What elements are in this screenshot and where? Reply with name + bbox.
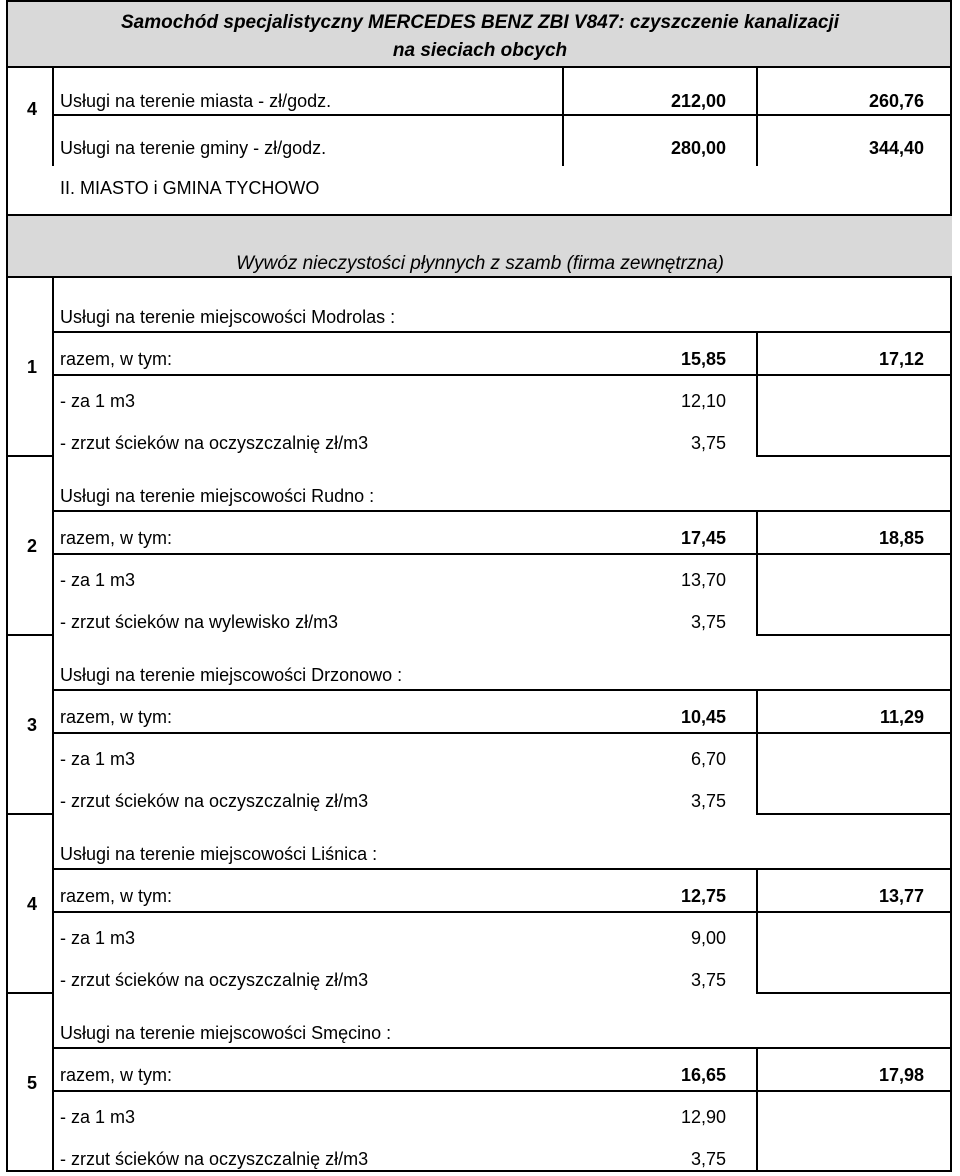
total-net: 12,75 — [680, 886, 726, 906]
city-rate-label: Usługi na terenie miasta - zł/godz. — [60, 91, 332, 111]
grid-line — [52, 911, 952, 913]
grid-line — [756, 634, 952, 636]
dump-value: 3,75 — [690, 433, 726, 453]
grid-line — [52, 66, 54, 166]
grid-line — [756, 813, 952, 815]
per-m3-label: - za 1 m3 — [60, 570, 136, 590]
total-net: 15,85 — [680, 349, 726, 369]
total-net: 10,45 — [680, 707, 726, 727]
grid-line — [52, 868, 952, 870]
grid-line — [756, 510, 758, 634]
grid-line — [562, 66, 564, 166]
grid-line — [950, 276, 952, 1172]
grid-line — [8, 66, 952, 68]
grid-line — [6, 992, 54, 994]
total-label: razem, w tym: — [60, 1065, 173, 1085]
total-gross: 18,85 — [878, 528, 924, 548]
total-gross: 11,29 — [879, 707, 924, 727]
grid-line — [52, 455, 54, 634]
dump-value: 3,75 — [690, 791, 726, 811]
grid-line — [756, 66, 758, 166]
total-gross: 17,12 — [878, 349, 924, 369]
per-m3-label: - za 1 m3 — [60, 928, 136, 948]
grid-line — [52, 732, 952, 734]
grid-line — [756, 455, 952, 457]
grid-line — [52, 689, 952, 691]
grid-line — [756, 868, 758, 992]
group-title: Usługi na terenie miejscowości Liśnica : — [60, 844, 378, 864]
grid-line — [756, 1047, 758, 1171]
grid-line — [52, 553, 952, 555]
total-gross: 13,77 — [878, 886, 924, 906]
grid-line — [52, 992, 54, 1171]
per-m3-value: 12,10 — [680, 391, 726, 411]
grid-line — [6, 455, 54, 457]
total-label: razem, w tym: — [60, 886, 173, 906]
per-m3-value: 9,00 — [690, 928, 726, 948]
grid-line — [8, 214, 952, 216]
grid-line — [52, 1090, 952, 1092]
grid-line — [52, 331, 952, 333]
row-number: 3 — [26, 715, 37, 735]
per-m3-value: 12,90 — [680, 1107, 726, 1127]
per-m3-label: - za 1 m3 — [60, 749, 136, 769]
grid-line — [52, 114, 756, 116]
total-label: razem, w tym: — [60, 528, 173, 548]
row-number: 4 — [26, 99, 37, 119]
city-rate-net: 212,00 — [670, 91, 726, 111]
row-number: 5 — [26, 1073, 37, 1093]
dump-label: - zrzut ścieków na oczyszczalnię zł/m3 — [60, 791, 369, 811]
top-header-line-1: Samochód specjalistyczny MERCEDES BENZ ZBI V847: czyszczenie kanalizacji — [120, 12, 840, 33]
grid-line — [6, 813, 54, 815]
grid-line — [756, 992, 952, 994]
sub-header: Wywóz nieczystości płynnych z szamb (firma zewnętrzna) — [236, 253, 724, 274]
total-label: razem, w tym: — [60, 707, 173, 727]
commune-rate-net: 280,00 — [670, 138, 726, 158]
grid-line — [950, 0, 952, 216]
grid-line — [756, 331, 758, 455]
group-title: Usługi na terenie miejscowości Smęcino : — [60, 1023, 392, 1043]
commune-rate-gross: 344,40 — [868, 138, 924, 158]
dump-label: - zrzut ścieków na oczyszczalnię zł/m3 — [60, 1149, 369, 1169]
total-label: razem, w tym: — [60, 349, 173, 369]
grid-line — [8, 276, 952, 278]
grid-line — [52, 813, 54, 992]
grid-line — [52, 1047, 952, 1049]
per-m3-value: 13,70 — [680, 570, 726, 590]
dump-label: - zrzut ścieków na oczyszczalnię zł/m3 — [60, 433, 369, 453]
group-title: Usługi na terenie miejscowości Drzonowo : — [60, 665, 403, 685]
grid-line — [6, 0, 8, 1172]
grid-line — [6, 634, 54, 636]
grid-line — [8, 0, 952, 2]
section-title: II. MIASTO i GMINA TYCHOWO — [60, 178, 320, 198]
row-number: 1 — [26, 357, 37, 377]
dump-label: - zrzut ścieków na wylewisko zł/m3 — [60, 612, 339, 632]
grid-line — [756, 114, 952, 116]
grid-line — [6, 1170, 952, 1172]
commune-rate-label: Usługi na terenie gminy - zł/godz. — [60, 138, 327, 158]
total-net: 16,65 — [680, 1065, 726, 1085]
group-title: Usługi na terenie miejscowości Rudno : — [60, 486, 375, 506]
grid-line — [52, 634, 54, 813]
per-m3-label: - za 1 m3 — [60, 1107, 136, 1127]
total-gross: 17,98 — [878, 1065, 924, 1085]
grid-line — [756, 689, 758, 813]
city-rate-gross: 260,76 — [868, 91, 924, 111]
grid-line — [52, 276, 54, 455]
dump-value: 3,75 — [690, 1149, 726, 1169]
group-title: Usługi na terenie miejscowości Modrolas : — [60, 307, 396, 327]
per-m3-label: - za 1 m3 — [60, 391, 136, 411]
dump-label: - zrzut ścieków na oczyszczalnię zł/m3 — [60, 970, 369, 990]
dump-value: 3,75 — [690, 612, 726, 632]
grid-line — [52, 374, 952, 376]
total-net: 17,45 — [680, 528, 726, 548]
row-number: 2 — [26, 536, 37, 556]
per-m3-value: 6,70 — [690, 749, 726, 769]
grid-line — [52, 510, 952, 512]
dump-value: 3,75 — [690, 970, 726, 990]
row-number: 4 — [26, 894, 37, 914]
top-header-line-2: na sieciach obcych — [392, 40, 568, 61]
